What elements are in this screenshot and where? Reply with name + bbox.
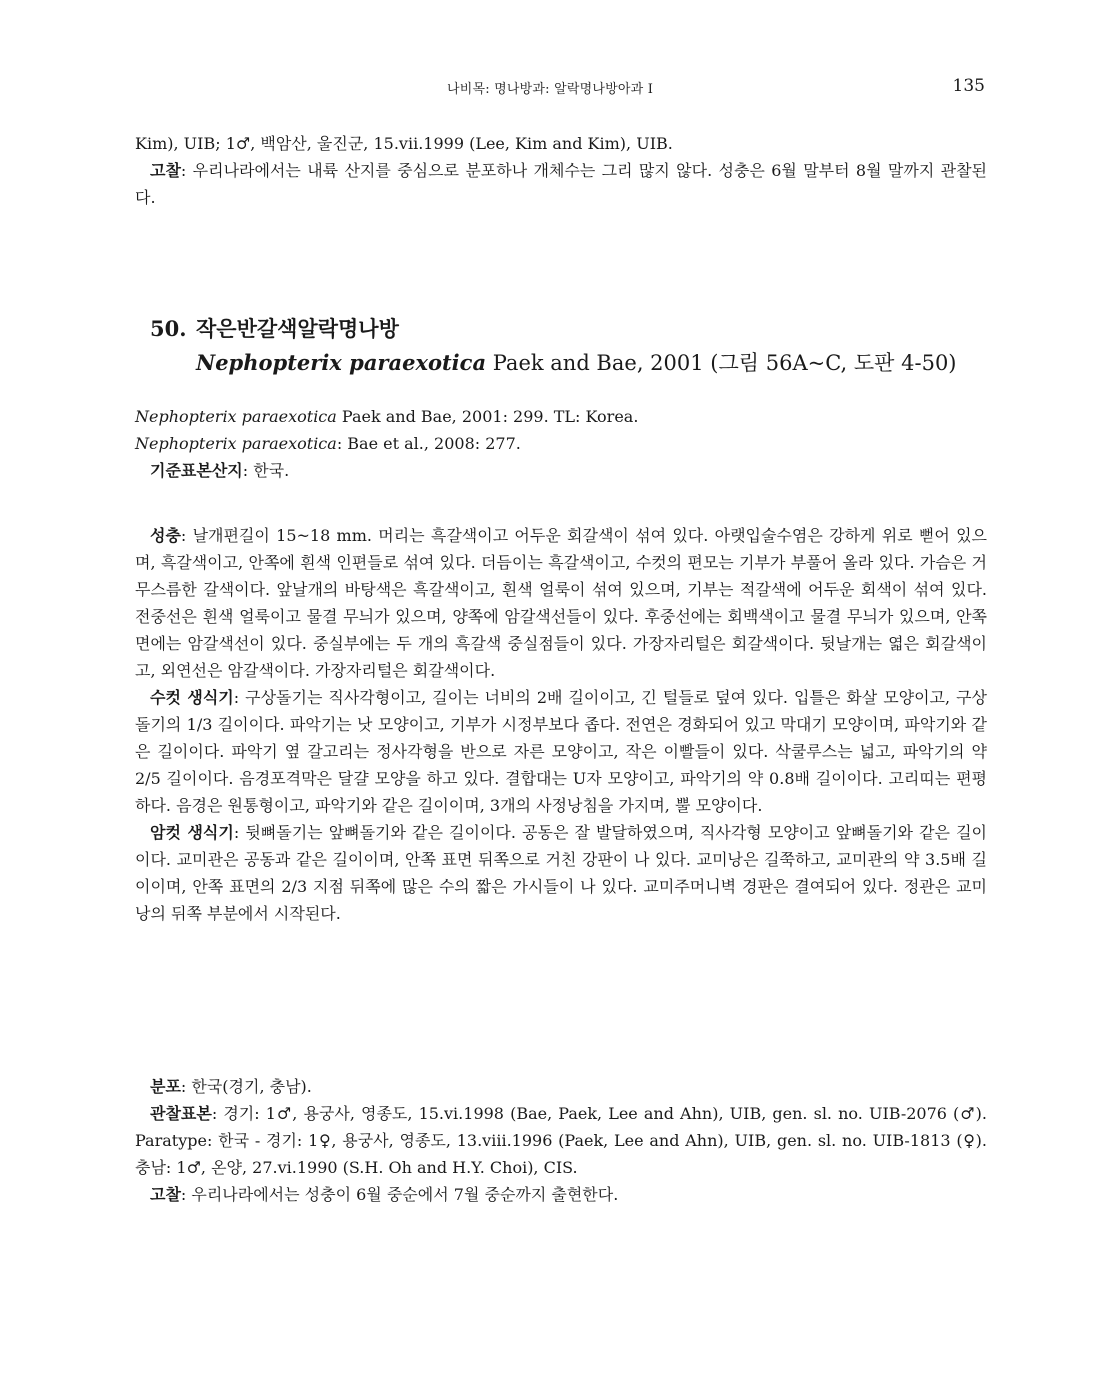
male-genitalia-text: : 구상돌기는 직사각형이고, 길이는 너비의 2배 길이이고, 긴 털들로 덮여 있다. 입틀은 화살 모양이고, 구상돌기의 1/3 길이이다. 파악기는 낫 모양이고, 기부가 시정부보다 좁다. 전연은 경화되어 있고 막대기 모양이며, 파악기와 같은 길이이다. 파악기 옆 갈고리는 정사각형을 반으로 자른 모양이고, 작은 이빨들이 있다. 삭쿨루스는 넓고, 파악기의 약 2/5 길이이다. 음경포격막은 달걀 모양을 하고 있다. 결합대는 U자 모양이고, 파악기의 약 0.8배 길이이다. 고리띠는 편평하다. 음경은 원통형이고, 파악기와 같은 길이이며, 3개의 사정낭침을 가지며, 뿔 모양이다. (135, 688, 987, 815)
page-header (0, 76, 1100, 100)
species-scientific-name (196, 347, 1000, 377)
species-korean-name: 작은반갈색알락명나방 (196, 316, 399, 341)
adult-description (135, 522, 987, 684)
remark-label: 고찰 (150, 161, 181, 180)
material-label: 관찰표본 (150, 1104, 212, 1123)
species-authority: Paek and Bae, 2001 (그림 56A~C, 도판 4-50) (486, 351, 957, 375)
remark-label: 고찰 (150, 1185, 181, 1204)
material-examined (135, 1100, 987, 1181)
specimen-line: Kim), UIB; 1♂, 백암산, 울진군, 15.vii.1999 (Lee, Kim and Kim), UIB. (135, 134, 673, 153)
synonym-name: Nephopterix paraexotica (135, 434, 337, 453)
remark-text: : 우리나라에서는 성충이 6월 중순에서 7월 중순까지 출현한다. (180, 1185, 619, 1204)
distribution-label: 분포 (150, 1077, 181, 1096)
records-block (135, 1073, 987, 1208)
species-number: 50. (150, 316, 187, 341)
female-genitalia-label: 암컷 생식기 (150, 823, 234, 842)
male-genitalia-description (135, 684, 987, 819)
synonym-citation: : Bae et al., 2008: 277. (336, 434, 521, 453)
type-locality-text: : 한국. (242, 461, 290, 480)
adult-text: : 날개편길이 15~18 mm. 머리는 흑갈색이고 어두운 회갈색이 섞여 있다. 아랫입술수염은 강하게 위로 뻗어 있으며, 흑갈색이고, 안쪽에 흰색 인편들로 섞여 있다. 더듬이는 흑갈색이고, 수컷의 편모는 기부가 부풀어 올라 있다. 가슴은 거무스름한 갈색이다. 앞날개의 바탕색은 흑갈색이고, 흰색 얼룩이 섞여 있으며, 기부는 적갈색에 어두운 회색이 섞여 있다. 전중선은 흰색 얼룩이고 물결 무늬가 있으며, 양쪽에 암갈색선들이 있다. 후중선에는 회백색이고 물결 무늬가 있으며, 안쪽 면에는 암갈색선이 있다. 중실부에는 두 개의 흑갈색 중실점들이 있다. 가장자리털은 회갈색이다. 뒷날개는 엷은 회갈색이고, 외연선은 암갈색이다. 가장자리털은 회갈색이다. (135, 526, 987, 680)
distribution (135, 1073, 987, 1100)
female-genitalia-description (135, 819, 987, 927)
synonymy-entry (135, 430, 987, 457)
previous-species-continuation (135, 130, 987, 211)
species-heading (150, 313, 1000, 377)
synonym-name: Nephopterix paraexotica (135, 407, 337, 426)
remark-paragraph (135, 1181, 987, 1208)
running-head: 나비목: 명나방과: 알락명나방아과 I (446, 82, 654, 97)
type-locality-label: 기준표본산지 (150, 461, 243, 480)
synonym-citation: Paek and Bae, 2001: 299. TL: Korea. (336, 407, 639, 426)
species-binomial: Nephopterix paraexotica (196, 350, 487, 375)
description-block (135, 522, 987, 927)
distribution-text: : 한국(경기, 충남). (180, 1077, 312, 1096)
type-locality (135, 457, 987, 484)
female-genitalia-text: : 뒷뼈돌기는 앞뼈돌기와 같은 길이이다. 공동은 잘 발달하였으며, 직사각형 모양이고 앞뼈돌기와 같은 길이이다. 교미관은 공동과 같은 길이이며, 안쪽 표면 뒤쪽으로 거친 강판이 나 있다. 교미낭은 길쭉하고, 교미관의 약 3.5배 길이이며, 안쪽 표면의 2/3 지점 뒤쪽에 많은 수의 짧은 가시들이 나 있다. 교미주머니벽 경판은 결여되어 있다. 정관은 교미낭의 뒤쪽 부분에서 시작된다. (135, 823, 988, 923)
page-number: 135 (952, 76, 985, 96)
synonymy-entry (135, 403, 987, 430)
remark-paragraph (135, 157, 987, 211)
synonymy-block (135, 403, 987, 484)
remark-text: : 우리나라에서는 내륙 산지를 중심으로 분포하나 개체수는 그리 많지 않다. 성충은 6월 말부터 8월 말까지 관찰된다. (135, 161, 987, 207)
material-text: : 경기: 1♂, 용궁사, 영종도, 15.vi.1998 (Bae, Paek, Lee and Ahn), UIB, gen. sl. no. UIB-2076 (♂). Paratype: 한국 - 경기: 1♀, 용궁사, 영종도, 13.viii.1996 (Paek, Lee and Ahn), UIB, gen. sl. no. UIB-1813 (♀). 충남: 1♂, 온양, 27.vi.1990 (S.H. Oh and H.Y. Choi), CIS. (135, 1104, 987, 1177)
male-genitalia-label: 수컷 생식기 (150, 688, 234, 707)
adult-label: 성충 (150, 526, 181, 545)
